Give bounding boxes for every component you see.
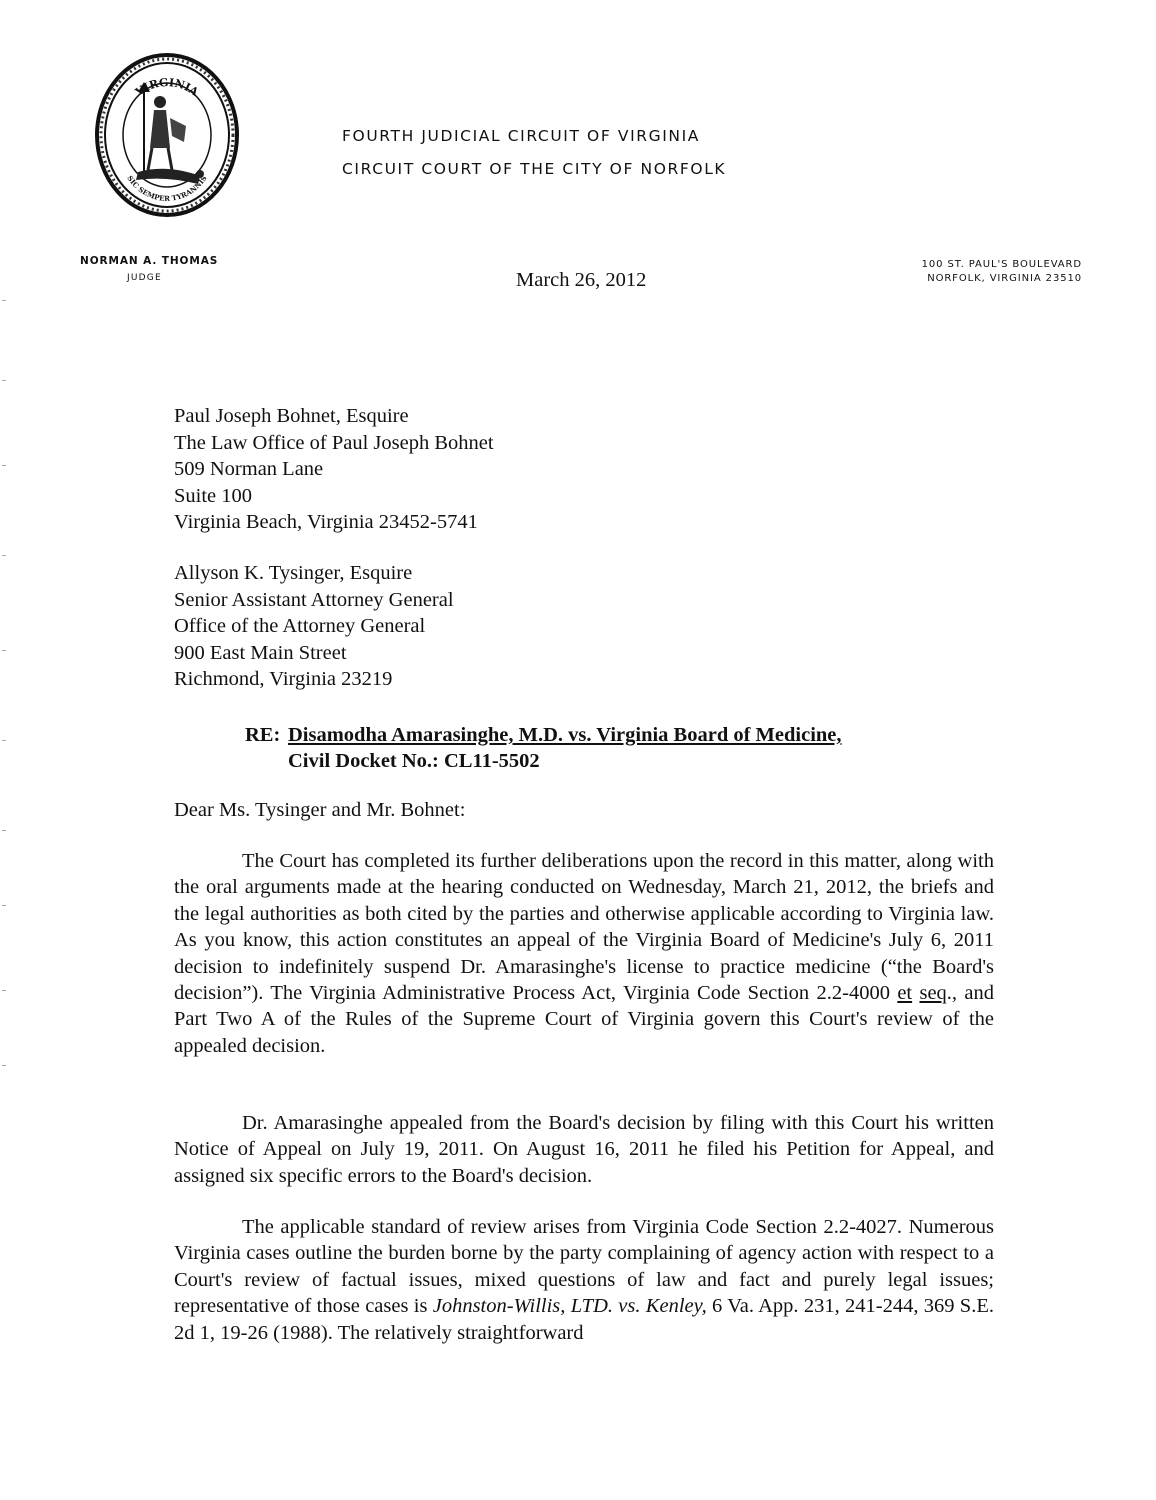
- court-address: [922, 258, 1082, 286]
- court-name-line1: FOURTH JUDICIAL CIRCUIT OF VIRGINIA: [342, 127, 700, 145]
- recipient-street: 509 Norman Lane: [174, 458, 324, 480]
- recipient-city: Virginia Beach, Virginia 23452-5741: [174, 511, 478, 533]
- seal-bottom-text: SIC SEMPER TYRANNIS: [125, 173, 209, 203]
- court-name-line2: CIRCUIT COURT OF THE CITY OF NORFOLK: [342, 160, 727, 178]
- recipient-bohnet: [174, 403, 494, 536]
- recipient-office: Office of the Attorney General: [174, 615, 426, 637]
- recipient-name: Paul Joseph Bohnet, Esquire: [174, 405, 409, 427]
- court-address-line1: 100 ST. PAUL'S BOULEVARD: [921, 259, 1082, 270]
- court-heading: [342, 126, 726, 179]
- judge-block: [80, 255, 270, 283]
- re-content: [288, 722, 842, 774]
- paragraph-2: [174, 1110, 994, 1189]
- recipient-tysinger: [174, 560, 454, 693]
- seal-top-text: VIRGINIA: [133, 75, 201, 99]
- judge-title: JUDGE: [127, 273, 162, 283]
- letter-date: March 26, 2012: [516, 269, 647, 291]
- paragraph-1-seq: seq: [919, 982, 947, 1005]
- re-docket: Civil Docket No.: CL11-5502: [288, 750, 540, 772]
- judge-name: NORMAN A. THOMAS: [80, 255, 219, 267]
- re-label: RE:: [245, 724, 281, 746]
- paragraph-1-et: et: [897, 982, 913, 1005]
- virginia-seal-logo: [94, 52, 240, 218]
- court-address-line2: NORFOLK, VIRGINIA 23510: [927, 273, 1082, 284]
- recipient-suite: Suite 100: [174, 484, 253, 507]
- svg-text:VIRGINIA: [132, 76, 201, 100]
- paragraph-1: [174, 848, 994, 1059]
- recipient-name: Allyson K. Tysinger, Esquire: [174, 562, 413, 584]
- recipient-street: 900 East Main Street: [174, 641, 347, 664]
- paragraph-3-case-name: Johnston-Willis, LTD. vs. Kenley,: [432, 1295, 707, 1318]
- paragraph-1-part1: The Court has completed its further deliberations upon the record in this matter, along with the oral arguments made at the hearing conducted on Wednesday, March 21, 2012, the briefs and the legal authorities as both cited by the parties and otherwise applicable according to Virginia law. As you know, this action constitutes an appeal of the Virginia Board of Medicine's July 6, 2011 decision to indefinitely suspend Dr. Amarasinghe's license to practice medicine (“the Board's decision”). The Virginia Administrative Process Act, Virginia Code Section 2.2-4000: [174, 850, 994, 1005]
- paragraph-3-part2: 6 Va. App. 231, 241-244, 369 S.E. 2d 1, 19-26 (1988). The relatively straightforward: [174, 1295, 994, 1344]
- paragraph-3-part1: The applicable standard of review arises from Virginia Code Section 2.2-4027. Numerous Virginia cases outline the burden borne by the party complaining of agency action with respect to a Court's review of factual issues, mixed questions of law and fact and purely legal issues; representative of those cases is: [174, 1216, 994, 1318]
- recipient-firm: The Law Office of Paul Joseph Bohnet: [174, 431, 494, 454]
- salutation: Dear Ms. Tysinger and Mr. Bohnet:: [174, 799, 466, 821]
- paragraph-2-text: Dr. Amarasinghe appealed from the Board's decision by filing with this Court his written Notice of Appeal on July 19, 2011. On August 16, 2011 he filed his Petition for Appeal, and assigned six specific errors to the Board's decision.: [174, 1112, 994, 1187]
- paragraph-1-part2: ., and Part Two A of the Rules of the Supreme Court of Virginia govern this Court's review of the appealed decision.: [174, 982, 994, 1057]
- re-case-title: Disamodha Amarasinghe, M.D. vs. Virginia Board of Medicine,: [288, 724, 842, 746]
- recipient-city: Richmond, Virginia 23219: [174, 668, 393, 690]
- recipient-title: Senior Assistant Attorney General: [174, 588, 454, 611]
- paragraph-3: [174, 1214, 994, 1346]
